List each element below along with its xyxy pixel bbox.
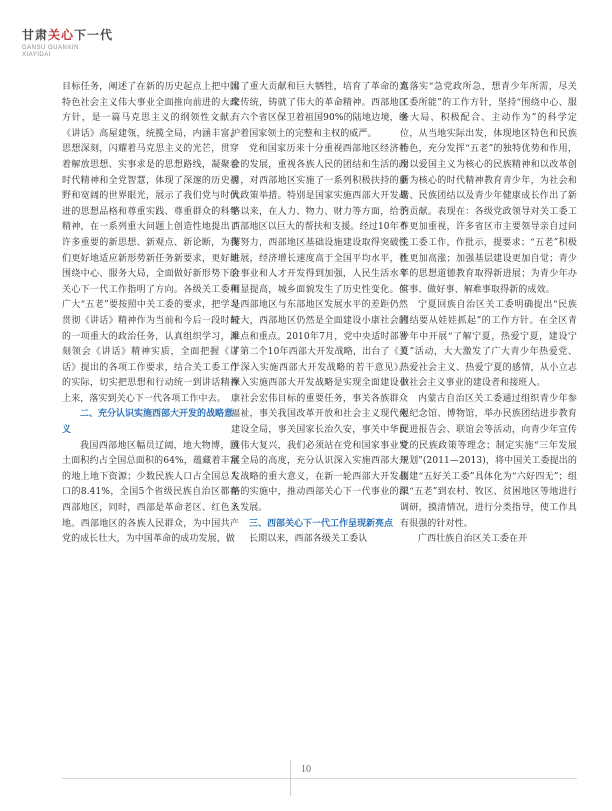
text-column-3 bbox=[400, 80, 577, 548]
paragraph: 我国西部地区幅员辽阔，地大物博，国土面积约占全国总面积的64%，蕴藏着丰富的地上地下资源；少数民族人口占全国总人口的8.41%，全国5个省级民族自治区都在西部地区，同时，西部是革命老区、红色圣地。西部地区的各族人民群众，为中国共产党的成长壮大，为中国革命的成功发展，做 bbox=[62, 440, 239, 545]
paragraph: 内蒙古自治区关工委通过组织青少年参观纪念馆、博物馆，举办民族团结进步教育促进报告会、联谊会等活动，向青少年宣传党的民族政策等理念；制定实施“三年发展规划”(2011—2013)，将中国关工委提出的创建“五好关工委”具体化为“六好四无”；组织“五老”到农村、牧区、贫困地区等地进行调研，摸清情况，进行分类指导，使工作具有很强的针对性。 bbox=[400, 393, 577, 529]
magazine-header bbox=[22, 26, 322, 76]
paragraph: 广西壮族自治区关工委在开 bbox=[418, 534, 528, 545]
paragraph: 出了重大贡献和巨大牺牲，培育了革命的光荣传统，铸就了伟大的革命精神。西部地区有六个省区保卫着祖国90%的陆地边境，维护着国家领土的完整和主权的威严。 bbox=[231, 82, 408, 139]
section-heading-2: 二、充分认识实施西部大开发的战略意义 bbox=[62, 409, 234, 436]
page-marker-line bbox=[290, 760, 291, 796]
paragraph: 真落实“急党政所急，想青少年所需，尽关工委所能”的工作方针，坚持“围绕中心、服务大局、积极配合、主动作为”的科学定位，从当地实际出发，体现地区特色和民族特色，充分发挥“五老”的独特优势和作用，用以爱国主义为核心的民族精神和以改革创新为核心的时代精神教育青少年，为社会和谐、民族团结以及青少年健康成长作出了新的贡献。表现在：各级党政领导对关工委工作更加重视，许多省区市主要领导亲自过问关工委工作，作批示，提要求；“五老”积极性更加高涨；加强基层建设更加自觉；青少年的思想道德教育取得新进展；为青少年办实事、做好事、解难事取得新的成效。 bbox=[400, 82, 577, 295]
title-left: 甘肃 bbox=[22, 28, 49, 42]
paragraph: 宁夏回族自治区关工委明确提出“民族团结要从娃娃抓起”的工作方针。在全区青少年中开展“了解宁夏，热爱宁夏，建设宁夏”活动，大大激发了广大青少年热爱党、热爱社会主义、热爱宁夏的感情，从小立志做社会主义事业的建设者和接班人。 bbox=[400, 300, 577, 389]
subtitle-line-2: XIAYIDAI bbox=[22, 52, 51, 58]
title-right: 下一代 bbox=[74, 28, 114, 42]
footer-divider bbox=[62, 778, 577, 779]
title-accent: 关心 bbox=[48, 28, 75, 42]
page-number: 10 bbox=[296, 764, 316, 775]
paragraph: 长期以来，西部各级关工委认 bbox=[249, 534, 368, 545]
text-column-1 bbox=[62, 80, 239, 548]
subtitle-line-1: GANSU GUANXIN bbox=[22, 45, 79, 51]
paragraph: 党和国家历来十分重视西部地区经济社会的发展，重视各族人民的团结和生活的改善，对西部地区实施了一系列积极扶持的重大政策举措。特别是国家实施西部大开发战略以来，在人力、物力、财力等方面，给予西部地区以巨大的帮扶和支援。经过10年不懈努力，西部地区基础设施建设取得突破性进展，经济增长速度高于全国平均水平，社会事业和人才开发得到加强，人民生活水平明显提高，城乡面貌发生了历史性变化。但是西部地区与东部地区发展水平的差距仍然较大，西部地区仍然是全面建设小康社会的难点和重点。2010年7月，党中央适时部署了第二个10年西部大开发战略，出台了《关于深入实施西部大开发战略的若干意见》。深入实施西部大开发战略是实现全面建设小康社会宏伟目标的重要任务，事关各族群众福祉，事关我国改革开放和社会主义现代化建设全局，事关国家长治久安，事关中华民族伟大复兴，我们必须站在党和国家事业发展全局的高度，充分认识深入实施西部大开发战略的重大意义，在新一轮西部大开发战略的实施中，推动西部关心下一代事业的深入发展。 bbox=[231, 144, 408, 514]
paragraph: 目标任务，阐述了在新的历史起点上把中国特色社会主义伟大事业全面推向前进的大政方针，是一篇马克思主义的纲领性文献。《讲话》高屋建瓴，统揽全局，内涵丰富，思想深刻，闪耀着马克思主义的光芒，贯穿着解放思想、实事求是的思想路线，凝聚着时代精神和全党智慧，体现了深邃的历史视野和宽阔的世界眼光，展示了我们党与时俱进的思想品格和尊重实践、尊重群众的科学精神，在一系列重大问题上创造性地提出了许多重要的新思想、新观点、新论断，为我们更好地适应新形势新任务新要求，更好地围绕中心、服务大局，全面做好新形势下的关心下一代工作指明了方向。各级关工委和广大“五老”要按照中关工委的要求，把学习贯彻《讲话》精神作为当前和今后一段时间的一项重大的政治任务，认真组织学习，深刻领会《讲话》精神实质，全面把握《讲话》提出的各项工作要求，结合关工委工作的实际，切实把思想和行动统一到讲话精神上来，落实到关心下一代各项工作中去。 bbox=[62, 82, 239, 404]
magazine-subtitle bbox=[22, 45, 322, 59]
section-heading-3: 三、西部关心下一代工作呈现新亮点 bbox=[249, 518, 394, 529]
text-column-2 bbox=[231, 80, 408, 548]
magazine-title bbox=[22, 26, 322, 43]
